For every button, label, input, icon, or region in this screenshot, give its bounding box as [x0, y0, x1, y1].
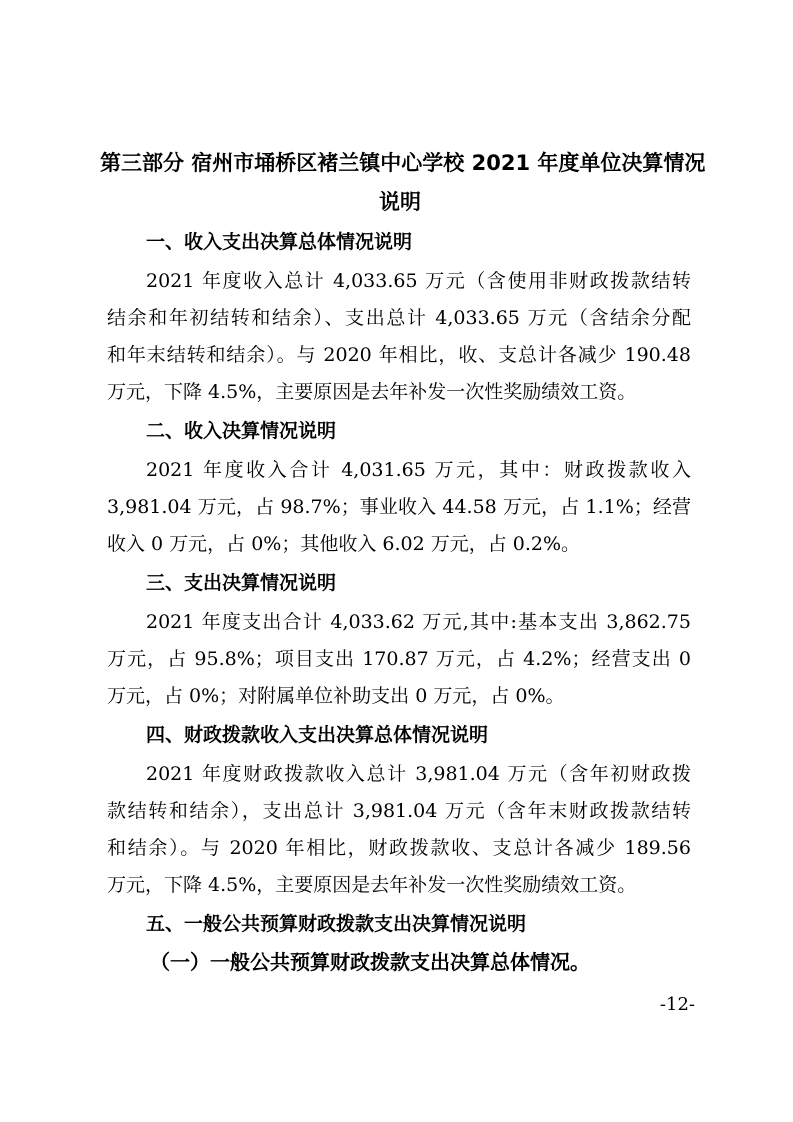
paragraph-line: 2021 年度收入总计 4,033.65 万元（含使用非财政拨款结转 — [146, 270, 691, 292]
paragraph-line: 结余和年初结转和结余）、支出总计 4,033.65 万元（含结余分配 — [107, 307, 691, 329]
paragraph-line: 款结转和结余），支出总计 3,981.04 万元（含年末财政拨款结转 — [107, 800, 691, 822]
paragraph-line: 收入 0 万元，占 0%；其他收入 6.02 万元，占 0.2%。 — [107, 533, 581, 555]
section-heading-4: 四、财政拨款收入支出决算总体情况说明 — [146, 724, 489, 746]
section-heading-2: 二、收入决算情况说明 — [146, 420, 337, 442]
page-number: -12- — [659, 994, 695, 1015]
section-heading-1: 一、收入支出决算总体情况说明 — [146, 231, 413, 253]
paragraph-line: 3,981.04 万元，占 98.7%；事业收入 44.58 万元，占 1.1%；经营 — [107, 496, 691, 518]
paragraph-line: 和年末结转和结余）。与 2020 年相比，收、支总计各减少 190.48 — [107, 344, 691, 366]
paragraph-line: 2021 年度收入合计 4,031.65 万元，其中：财政拨款收入 — [146, 459, 691, 481]
paragraph-line: 万元，下降 4.5%，主要原因是去年补发一次性奖励绩效工资。 — [107, 874, 637, 896]
paragraph-line: 和结余）。与 2020 年相比，财政拨款收、支总计各减少 189.56 — [107, 837, 691, 859]
paragraph-line: 2021 年度财政拨款收入总计 3,981.04 万元（含年初财政拨 — [146, 763, 691, 785]
paragraph-line: 万元，占 95.8%；项目支出 170.87 万元，占 4.2%；经营支出 0 — [107, 648, 691, 670]
page-title-continued: 说明 — [379, 190, 421, 214]
subsection-heading: （一）一般公共预算财政拨款支出决算总体情况。 — [150, 950, 590, 974]
section-heading-3: 三、支出决算情况说明 — [146, 572, 337, 594]
page-title: 第三部分 宿州市埇桥区褚兰镇中心学校 2021 年度单位决算情况 — [100, 151, 706, 175]
paragraph-line: 万元，下降 4.5%，主要原因是去年补发一次性奖励绩效工资。 — [107, 381, 637, 403]
paragraph-line: 2021 年度支出合计 4,033.62 万元,其中:基本支出 3,862.75 — [146, 611, 691, 633]
section-heading-5: 五、一般公共预算财政拨款支出决算情况说明 — [146, 913, 527, 935]
paragraph-line: 万元，占 0%；对附属单位补助支出 0 万元，占 0%。 — [107, 685, 565, 707]
